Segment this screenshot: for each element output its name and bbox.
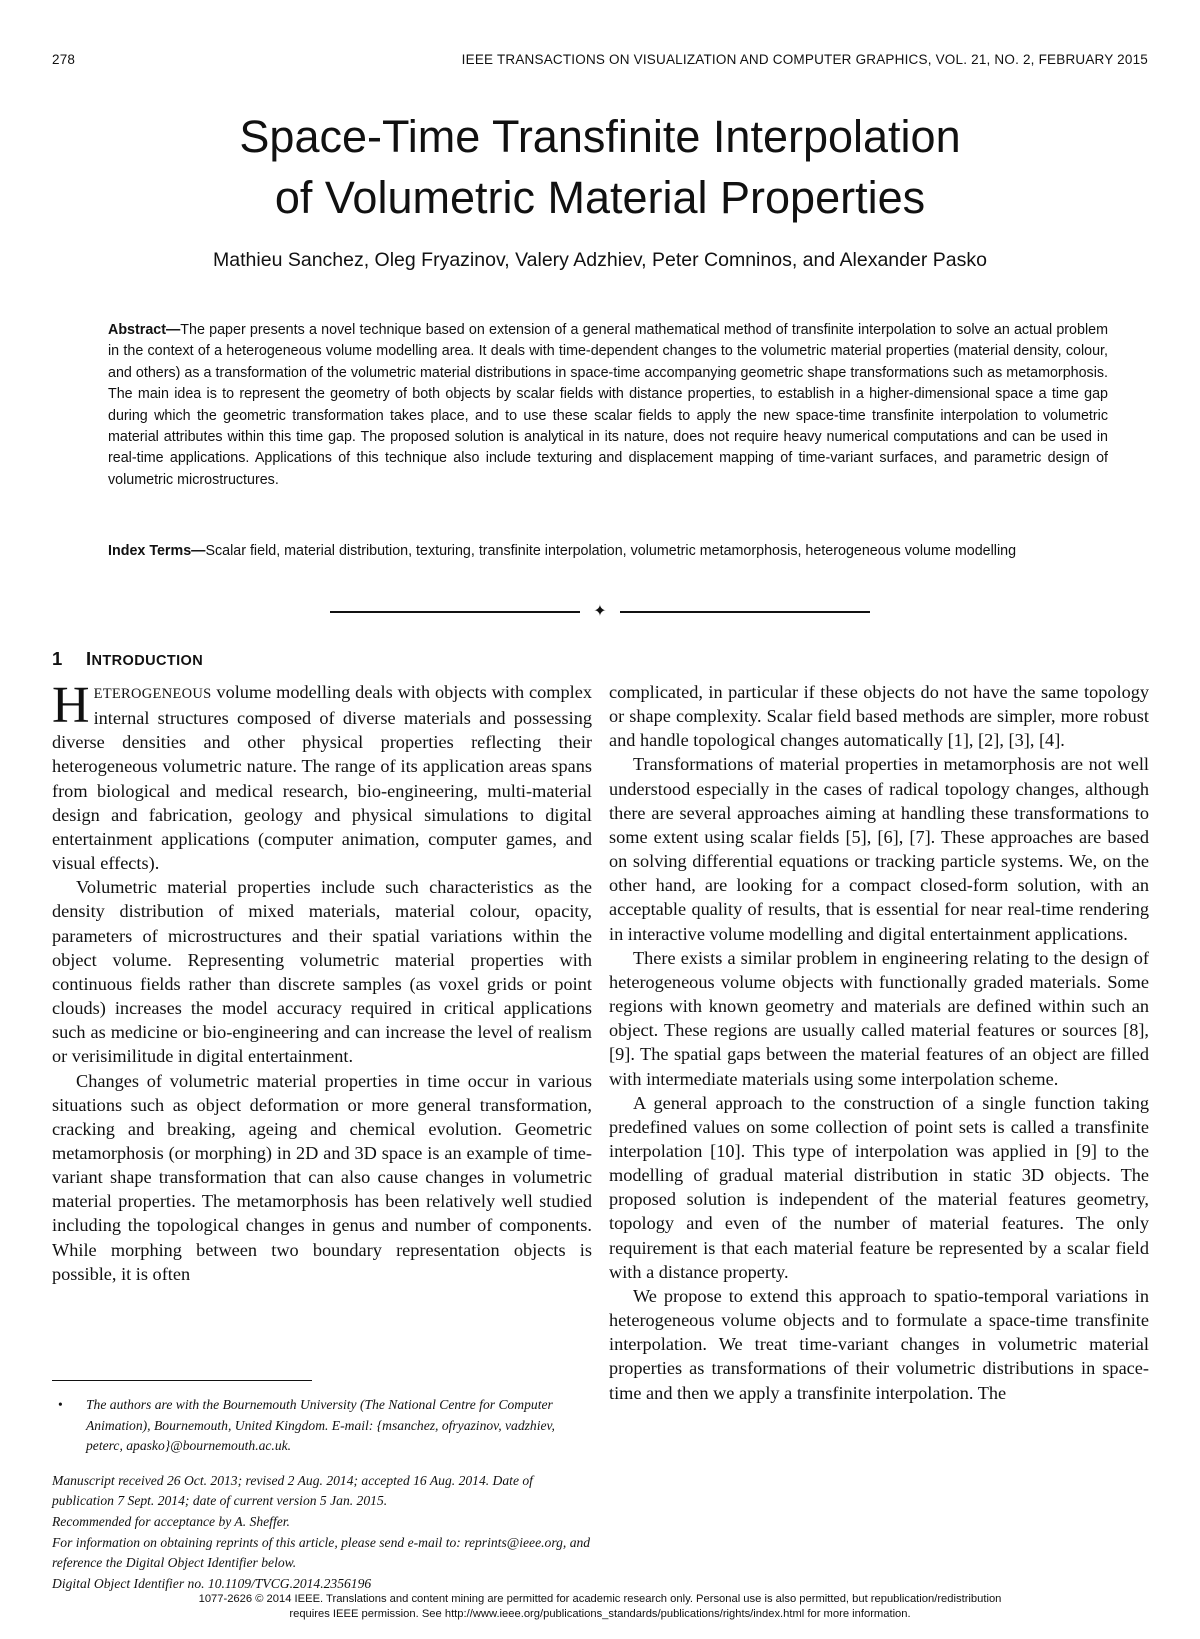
paragraph-text: volume modelling deals with objects with complex internal structures composed of diverse materials and possessing diverse densities and other physical properties reflecting their heterogeneous volumetric nature. The range of its application areas spans from biological and medical research, bio-engineering, multi-material design and fabrication, geology and physical simulations to digital entertainment applications (computer animation, computer games, and visual effects). bbox=[52, 682, 592, 874]
manuscript-dates: Manuscript received 26 Oct. 2013; revised 2 Aug. 2014; accepted 16 Aug. 2014. Date of publication 7 Sept. 2014; date of current version 5 Jan. 2015. bbox=[52, 1472, 533, 1509]
paragraph bbox=[52, 677, 592, 875]
divider-line-right bbox=[620, 611, 870, 613]
footnote-rule bbox=[52, 1380, 312, 1381]
section-number: 1 bbox=[52, 648, 63, 669]
doi: Digital Object Identifier no. 10.1109/TVCG.2014.2356196 bbox=[52, 1575, 372, 1591]
index-terms-label: Index Terms— bbox=[108, 543, 206, 559]
affiliation-note bbox=[52, 1395, 592, 1457]
page-number: 278 bbox=[52, 52, 76, 67]
abstract-text: The paper presents a novel technique based on extension of a general mathematical method of transfinite interpolation to solve an actual problem in the context of a heterogeneous volume modelling area. It deals with time-dependent changes to the volumetric material properties (material density, colour, and others) as a transformation of the volumetric material distributions in space-time accompanying geometric shape transformations such as metamorphosis. The main idea is to represent the geometry of both objects by scalar fields with distance properties, to establish in a higher-dimensional space a time gap during which the geometric transformation takes place, and to use these scalar fields to apply the new space-time transfinite interpolation to volumetric material attributes within this time gap. The proposed solution is analytical in its nature, does not require heavy numerical computations and can be used in real-time applications. Applications of this technique also include texturing and displacement mapping of time-variant surfaces, and parametric design of volumetric microstructures. bbox=[108, 322, 1108, 488]
author-list: Mathieu Sanchez, Oleg Fryazinov, Valery Adzhiev, Peter Comninos, and Alexander Pasko bbox=[213, 249, 987, 271]
smallcaps-lead: ETEROGENEOUS bbox=[93, 686, 212, 702]
section-title-initial: I bbox=[86, 648, 92, 669]
paragraph: There exists a similar problem in engineering relating to the design of heterogeneous volume objects with functionally graded materials. Some regions with known geometry and materials are defined within such an object. These regions are usually called material features or sources [8], [9]. The spatial gaps between the material features of an object are filled with intermediate materials using some interpolation scheme. bbox=[609, 947, 1149, 1089]
affiliation-text: The authors are with the Bournemouth University (The National Centre for Computer Animation), Bournemouth, United Kingdom. E-mail: {msanchez, ofryazinov, vadzhiev, peterc, apasko}@bournemouth.ac.uk. bbox=[86, 1397, 555, 1454]
paragraph: We propose to extend this approach to spatio-temporal variations in heterogeneous volume objects and to formulate a space-time transfinite interpolation. We treat time-variant changes in volumetric material properties as transformations of their volumetric distributions in space-time and then we apply a transfinite interpolation. The bbox=[609, 1285, 1149, 1403]
paper-title bbox=[100, 106, 1100, 228]
copyright-line-1: 1077-2626 © 2014 IEEE. Translations and content mining are permitted for academic research only. Personal use is also permitted, but republication/redistribution bbox=[198, 1593, 1002, 1605]
journal-header: IEEE TRANSACTIONS ON VISUALIZATION AND COMPUTER GRAPHICS, VOL. 21, NO. 2, FEBRUARY 2015 bbox=[461, 52, 1148, 67]
paragraph: A general approach to the construction of a single function taking predefined values on some collection of point sets is called a transfinite interpolation [10]. This type of interpolation was applied in [9] to the modelling of gradual material distribution in static 3D objects. The proposed solution is independent of the material features geometry, topology and even of the number of material features. The only requirement is that each material feature be represented by a scalar field with a distance property. bbox=[609, 1092, 1149, 1282]
paragraph: Transformations of material properties in metamorphosis are not well understood especially in the cases of radical topology changes, although there are several approaches aiming at handling these transformations to some extent using scalar fields [5], [6], [7]. These approaches are based on solving differential equations or tracking particle systems. We, on the other hand, are looking for a compact closed-form solution, with an acceptable quality of results, that is essential for near real-time rendering in interactive volume modelling and digital entertainment applications. bbox=[609, 754, 1149, 944]
reprints-info: For information on obtaining reprints of this article, please send e-mail to: reprints@ieee.org, and reference the Digital Object Identifier below. bbox=[52, 1534, 591, 1571]
divider-diamond-icon: ✦ bbox=[593, 603, 607, 620]
paragraph: Volumetric material properties include such characteristics as the density distribution of mixed materials, material colour, opacity, parameters of microstructures and their spatial variations within the object volume. Representing volumetric material properties with continuous fields rather than discrete samples (as voxel grids or point clouds) increases the model accuracy required in critical applications such as medicine or bio-engineering and can increase the level of realism or verisimilitude in digital entertainment. bbox=[52, 877, 592, 1067]
title-line-1: Space-Time Transfinite Interpolation bbox=[239, 111, 961, 162]
abstract-label: Abstract— bbox=[108, 322, 181, 338]
copyright-line-2: requires IEEE permission. See http://www.ieee.org/publications_standards/publications/rights/index.html for more information. bbox=[289, 1607, 911, 1620]
drop-cap: H bbox=[52, 677, 90, 734]
right-column bbox=[609, 680, 1149, 1405]
section-divider bbox=[330, 604, 870, 620]
divider-line-left bbox=[330, 611, 580, 613]
index-terms-text: Scalar field, material distribution, texturing, transfinite interpolation, volumetric metamorphosis, heterogeneous volume modelling bbox=[205, 543, 1017, 559]
left-column bbox=[52, 677, 592, 1286]
footnotes bbox=[52, 1395, 592, 1594]
index-terms bbox=[108, 541, 1108, 562]
copyright-notice bbox=[60, 1592, 1140, 1621]
recommended-by: Recommended for acceptance by A. Sheffer. bbox=[52, 1513, 290, 1529]
section-title-rest: NTRODUCTION bbox=[91, 653, 204, 669]
paragraph: Changes of volumetric material properties in time occur in various situations such as object deformation or more general transformation, cracking and breaking, ageing and chemical evolution. Geometric metamorphosis (or morphing) in 2D and 3D space is an example of time-variant shape transformation that can also cause changes in volumetric material properties. The metamorphosis has been relatively well studied including the topological changes in genus and number of components. While morphing between two boundary representation objects is possible, it is often bbox=[52, 1070, 592, 1284]
running-header bbox=[52, 52, 1148, 72]
paragraph: complicated, in particular if these objects do not have the same topology or shape complexity. Scalar field based methods are simpler, more robust and handle topological changes automatically [1], [2], [3], [4]. bbox=[609, 682, 1149, 751]
bullet-icon: • bbox=[58, 1397, 63, 1412]
title-line-2: of Volumetric Material Properties bbox=[274, 172, 926, 223]
abstract bbox=[108, 320, 1108, 491]
section-heading bbox=[52, 648, 203, 670]
